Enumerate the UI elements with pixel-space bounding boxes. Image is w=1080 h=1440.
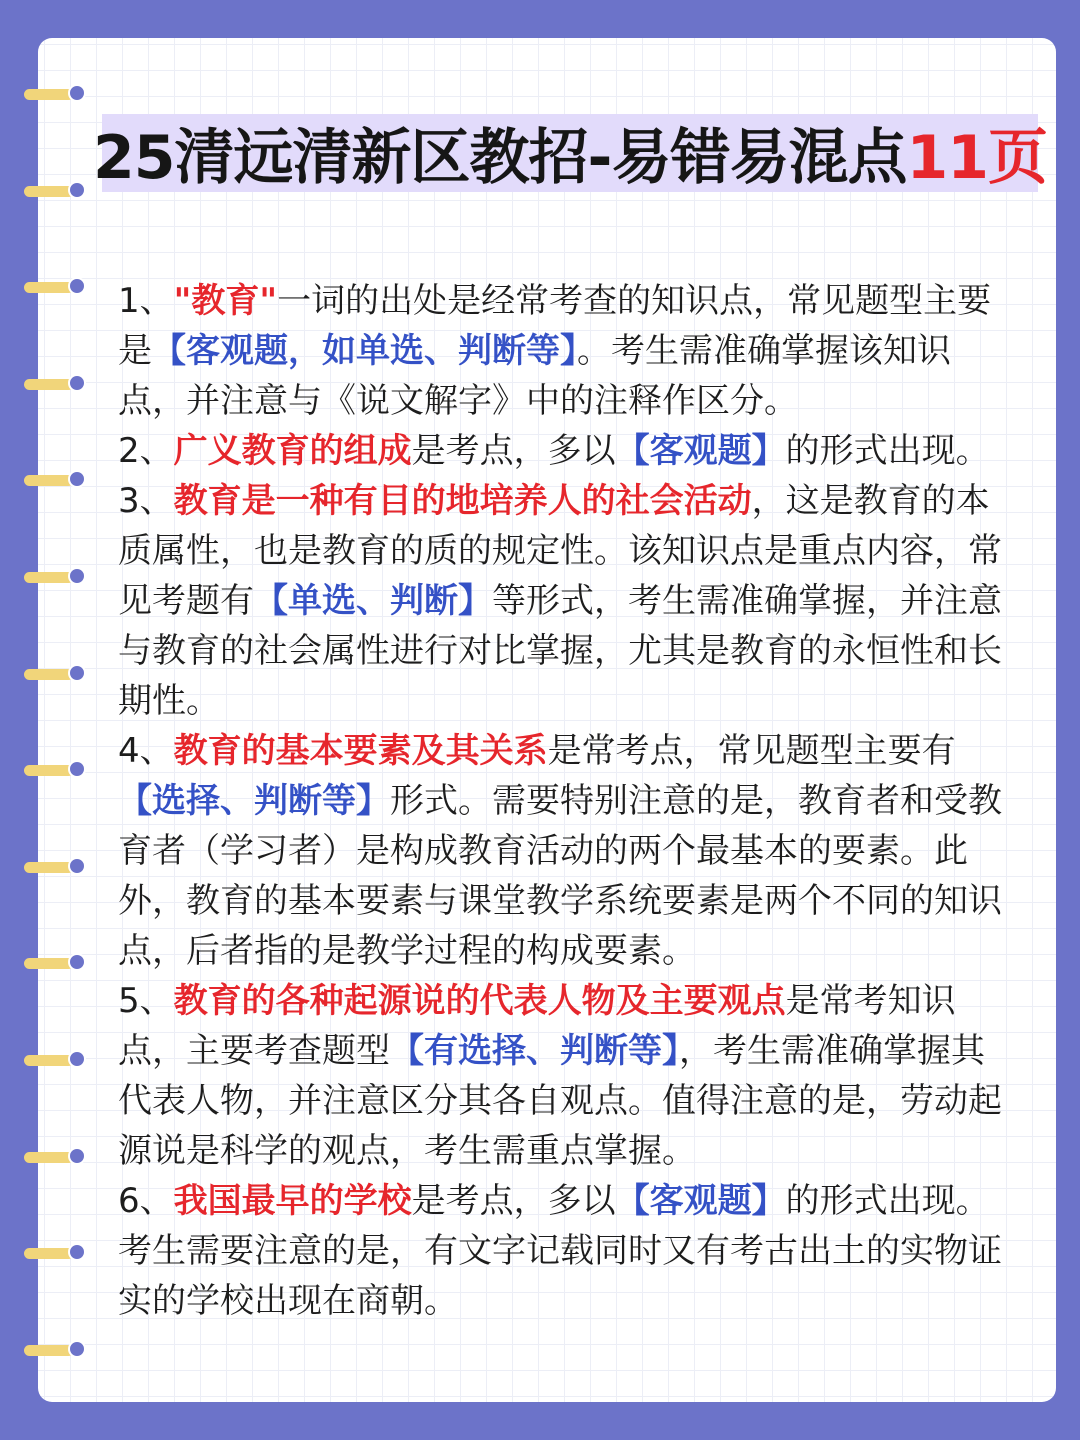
note-number: 4、 xyxy=(118,731,174,771)
binding-ring xyxy=(24,374,86,396)
question-type: 【选择、判断等】 xyxy=(118,781,390,821)
binding-ring xyxy=(24,1050,86,1072)
note-text: 是考点，多以 xyxy=(411,1181,616,1221)
binding-ring xyxy=(24,760,86,782)
note-item xyxy=(118,726,1018,976)
page-title xyxy=(93,114,1047,193)
question-type: 【单选、判断】 xyxy=(254,581,492,621)
note-text: 是常考知识点，主要考查题型 xyxy=(118,981,956,1071)
title-main: 25清远清新区教招-易错易混点 xyxy=(93,123,907,193)
question-type: 【有选择、判断等】 xyxy=(390,1031,679,1071)
note-text: ，这是教育的本质属性，也是教育的质的规定性。该知识点是重点内容，常见考题有 xyxy=(118,481,1002,621)
key-point: "教育" xyxy=(173,281,278,321)
note-text: 。考生需准确掌握该知识点，并注意与《说文解字》中的注释作区分。 xyxy=(118,331,951,421)
binding-ring xyxy=(24,1147,86,1169)
key-point: 广义教育的组成 xyxy=(173,431,412,471)
note-text: 是考点，多以 xyxy=(411,431,616,471)
notes-body xyxy=(118,276,1018,1326)
binding-ring xyxy=(24,470,86,492)
key-point: 教育的基本要素及其关系 xyxy=(173,731,548,771)
note-item xyxy=(118,276,1018,426)
question-type: 【客观题，如单选、判断等】 xyxy=(152,331,577,371)
key-point: 教育的各种起源说的代表人物及主要观点 xyxy=(173,981,786,1021)
title-highlight: 11页 xyxy=(906,123,1047,193)
note-number: 3、 xyxy=(118,481,174,521)
question-type: 【客观题】 xyxy=(615,431,786,471)
note-number: 1、 xyxy=(118,281,174,321)
binding-ring xyxy=(24,1340,86,1362)
note-text: 一词的出处是经常考查的知识点，常见题型主要是 xyxy=(118,281,992,371)
note-text: 形式。需要特别注意的是，教育者和受教育者（学习者）是构成教育活动的两个最基本的要素。此外，教育的基本要素与课堂教学系统要素是两个不同的知识点，后者指的是教学过程的构成要素。 xyxy=(118,781,1002,971)
note-text: 等形式，考生需准确掌握，并注意与教育的社会属性进行对比掌握，尤其是教育的永恒性和长期性。 xyxy=(118,581,1002,721)
binding-ring xyxy=(24,181,86,203)
binding-ring xyxy=(24,84,86,106)
note-number: 2、 xyxy=(118,431,174,471)
note-number: 5、 xyxy=(118,981,174,1021)
note-item xyxy=(118,426,1018,476)
binding-ring xyxy=(24,277,86,299)
binding-ring xyxy=(24,1243,86,1265)
note-item xyxy=(118,476,1018,726)
binding-ring xyxy=(24,857,86,879)
key-point: 我国最早的学校 xyxy=(173,1181,412,1221)
note-item xyxy=(118,976,1018,1176)
binding-ring xyxy=(24,953,86,975)
key-point: 教育是一种有目的地培养人的社会活动 xyxy=(173,481,752,521)
note-text: 的形式出现。 xyxy=(785,431,990,471)
note-item xyxy=(118,1176,1018,1326)
note-text: ，考生需准确掌握其代表人物，并注意区分其各自观点。值得注意的是，劳动起源说是科学的观点，考生需重点掌握。 xyxy=(118,1031,1002,1171)
binding-ring xyxy=(24,664,86,686)
note-number: 6、 xyxy=(118,1181,174,1221)
binding-ring xyxy=(24,567,86,589)
note-text: 的形式出现。考生需要注意的是，有文字记载同时又有考古出土的实物证实的学校出现在商朝。 xyxy=(118,1181,1002,1321)
question-type: 【客观题】 xyxy=(615,1181,786,1221)
note-text: 是常考点，常见题型主要有 xyxy=(547,731,956,771)
